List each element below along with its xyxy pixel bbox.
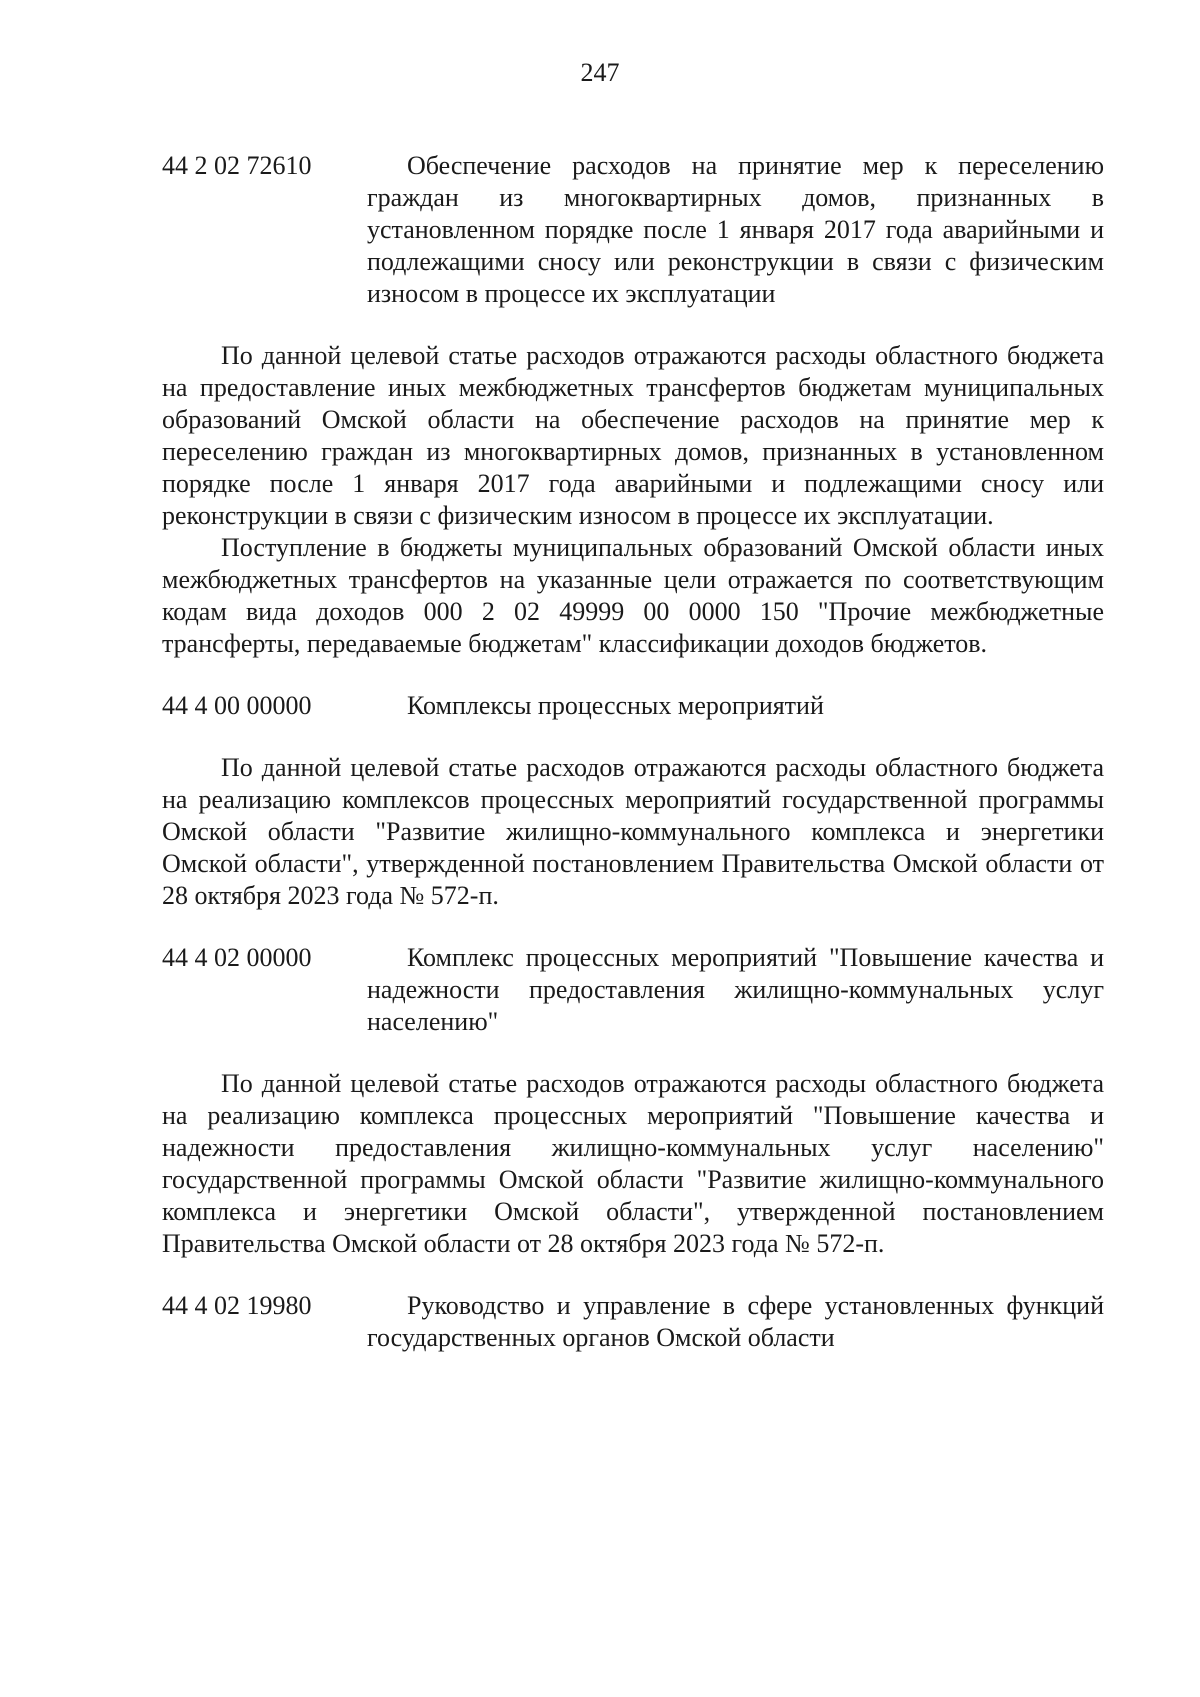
entry-title: Обеспечение расходов на принятие мер к переселению граждан из многоквартирных домов, признанных в установленном порядке после 1 января 2017 года аварийными и подлежащими сносу или реконструкции в связи с физическим износом в процессе их эксплуатации [367, 151, 1104, 308]
document-body [162, 150, 1104, 1354]
entry-code: 44 4 02 19980 [162, 1291, 312, 1320]
budget-entry [162, 150, 1104, 310]
paragraph: По данной целевой статье расходов отражаются расходы областного бюджета на предоставление иных межбюджетных трансфертов бюджетам муниципальных образований Омской области на обеспечение расходов на принятие мер к переселению граждан из многоквартирных домов, признанных в установленном порядке после 1 января 2017 года аварийными и подлежащими сносу или реконструкции в связи с физическим износом в процессе их эксплуатации. [162, 341, 1104, 530]
entry-title: Комплексы процессных мероприятий [407, 691, 824, 720]
budget-entry [162, 690, 1104, 722]
budget-entry [162, 942, 1104, 1038]
entry-code: 44 4 02 00000 [162, 943, 312, 972]
paragraph: По данной целевой статье расходов отражаются расходы областного бюджета на реализацию комплексов процессных мероприятий государственной программы Омской области "Развитие жилищно-коммунального комплекса и энергетики Омской области", утвержденной постановлением Правительства Омской области от 28 октября 2023 года № 572-п. [162, 753, 1104, 910]
page-number: 247 [580, 58, 620, 87]
entry-title: Руководство и управление в сфере установленных функций государственных органов Омской области [367, 1291, 1104, 1352]
paragraph: Поступление в бюджеты муниципальных образований Омской области иных межбюджетных трансфертов на указанные цели отражается по соответствующим кодам вида доходов 000 2 02 49999 00 0000 150 "Прочие межбюджетные трансферты, передаваемые бюджетам" классификации доходов бюджетов. [162, 533, 1104, 658]
entry-title: Комплекс процессных мероприятий "Повышение качества и надежности предоставления жилищно-коммунальных услуг населению" [367, 943, 1104, 1036]
budget-entry [162, 1290, 1104, 1354]
entry-code: 44 2 02 72610 [162, 151, 312, 180]
entry-code: 44 4 00 00000 [162, 691, 312, 720]
paragraph: По данной целевой статье расходов отражаются расходы областного бюджета на реализацию комплекса процессных мероприятий "Повышение качества и надежности предоставления жилищно-коммунальных услуг населению" государственной программы Омской области "Развитие жилищно-коммунального комплекса и энергетики Омской области", утвержденной постановлением Правительства Омской области от 28 октября 2023 года № 572-п. [162, 1069, 1104, 1258]
